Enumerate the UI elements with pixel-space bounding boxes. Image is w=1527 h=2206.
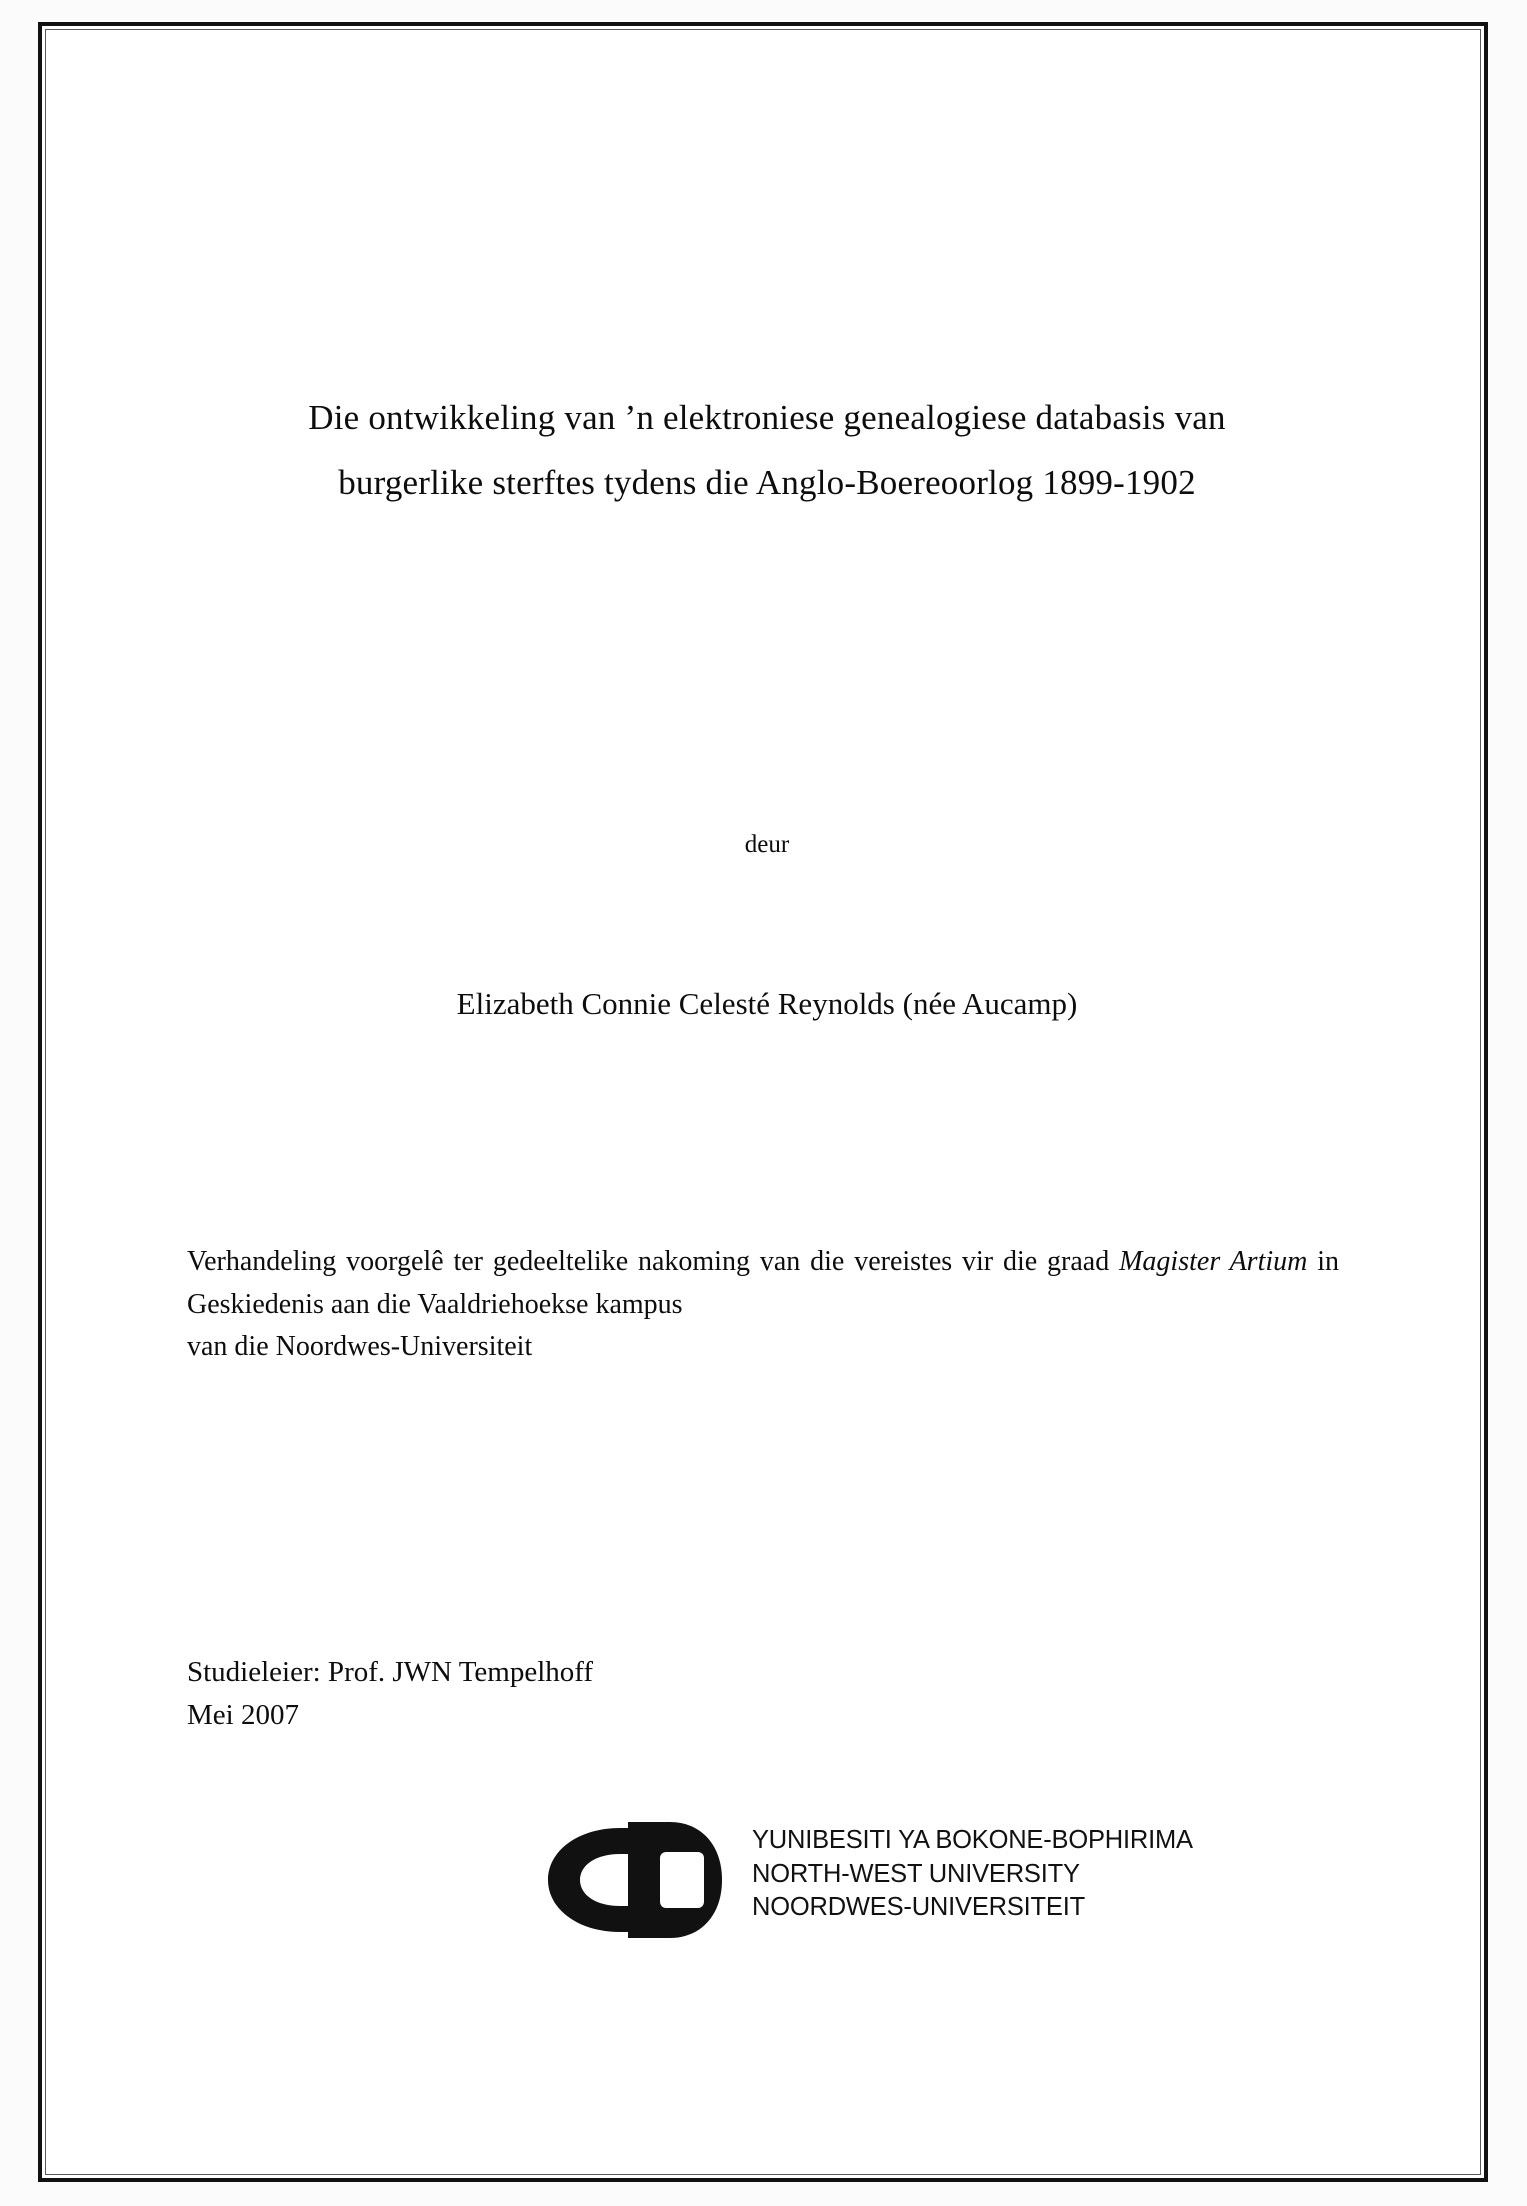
submission-date: Mei 2007	[187, 1698, 299, 1731]
logo-text-line-3: NOORDWES-UNIVERSITEIT	[752, 1893, 1085, 1922]
statement-part-2: in Geskiedenis aan die Vaaldriehoekse kampus	[187, 1246, 1340, 1320]
university-logo-text	[752, 1824, 1193, 1925]
logo-text-line-1: YUNIBESITI YA BOKONE-BOPHIRIMA	[752, 1826, 1193, 1854]
statement-part-1: Verhandeling voorgelê ter gedeeltelike nakoming van die vereistes vir die graad	[187, 1246, 1120, 1277]
page-content	[182, 26, 1352, 2178]
degree-statement	[187, 1241, 1339, 1369]
statement-part-3: van die Noordwes-Universiteit	[187, 1331, 533, 1363]
title-line-2: burgerlike sterftes tydens die Anglo-Boereoorlog 1899-1902	[338, 462, 1196, 502]
by-label: deur	[744, 831, 790, 858]
page-border-frame	[38, 22, 1488, 2182]
logo-text-line-2: NORTH-WEST UNIVERSITY	[752, 1859, 1080, 1888]
supervisor-block	[187, 1651, 1187, 1737]
author-name: Elizabeth Connie Celesté Reynolds (née Aucamp)	[456, 986, 1078, 1021]
university-logo-block	[502, 1816, 1222, 1946]
north-west-university-logo-icon	[542, 1822, 742, 1938]
supervisor-name: Studieleier: Prof. JWN Tempelhoff	[187, 1656, 594, 1688]
page-title	[182, 386, 1352, 516]
title-line-1: Die ontwikkeling van ’n elektroniese genealogiese databasis van	[308, 398, 1226, 437]
degree-name: Magister Artium	[1119, 1246, 1308, 1277]
